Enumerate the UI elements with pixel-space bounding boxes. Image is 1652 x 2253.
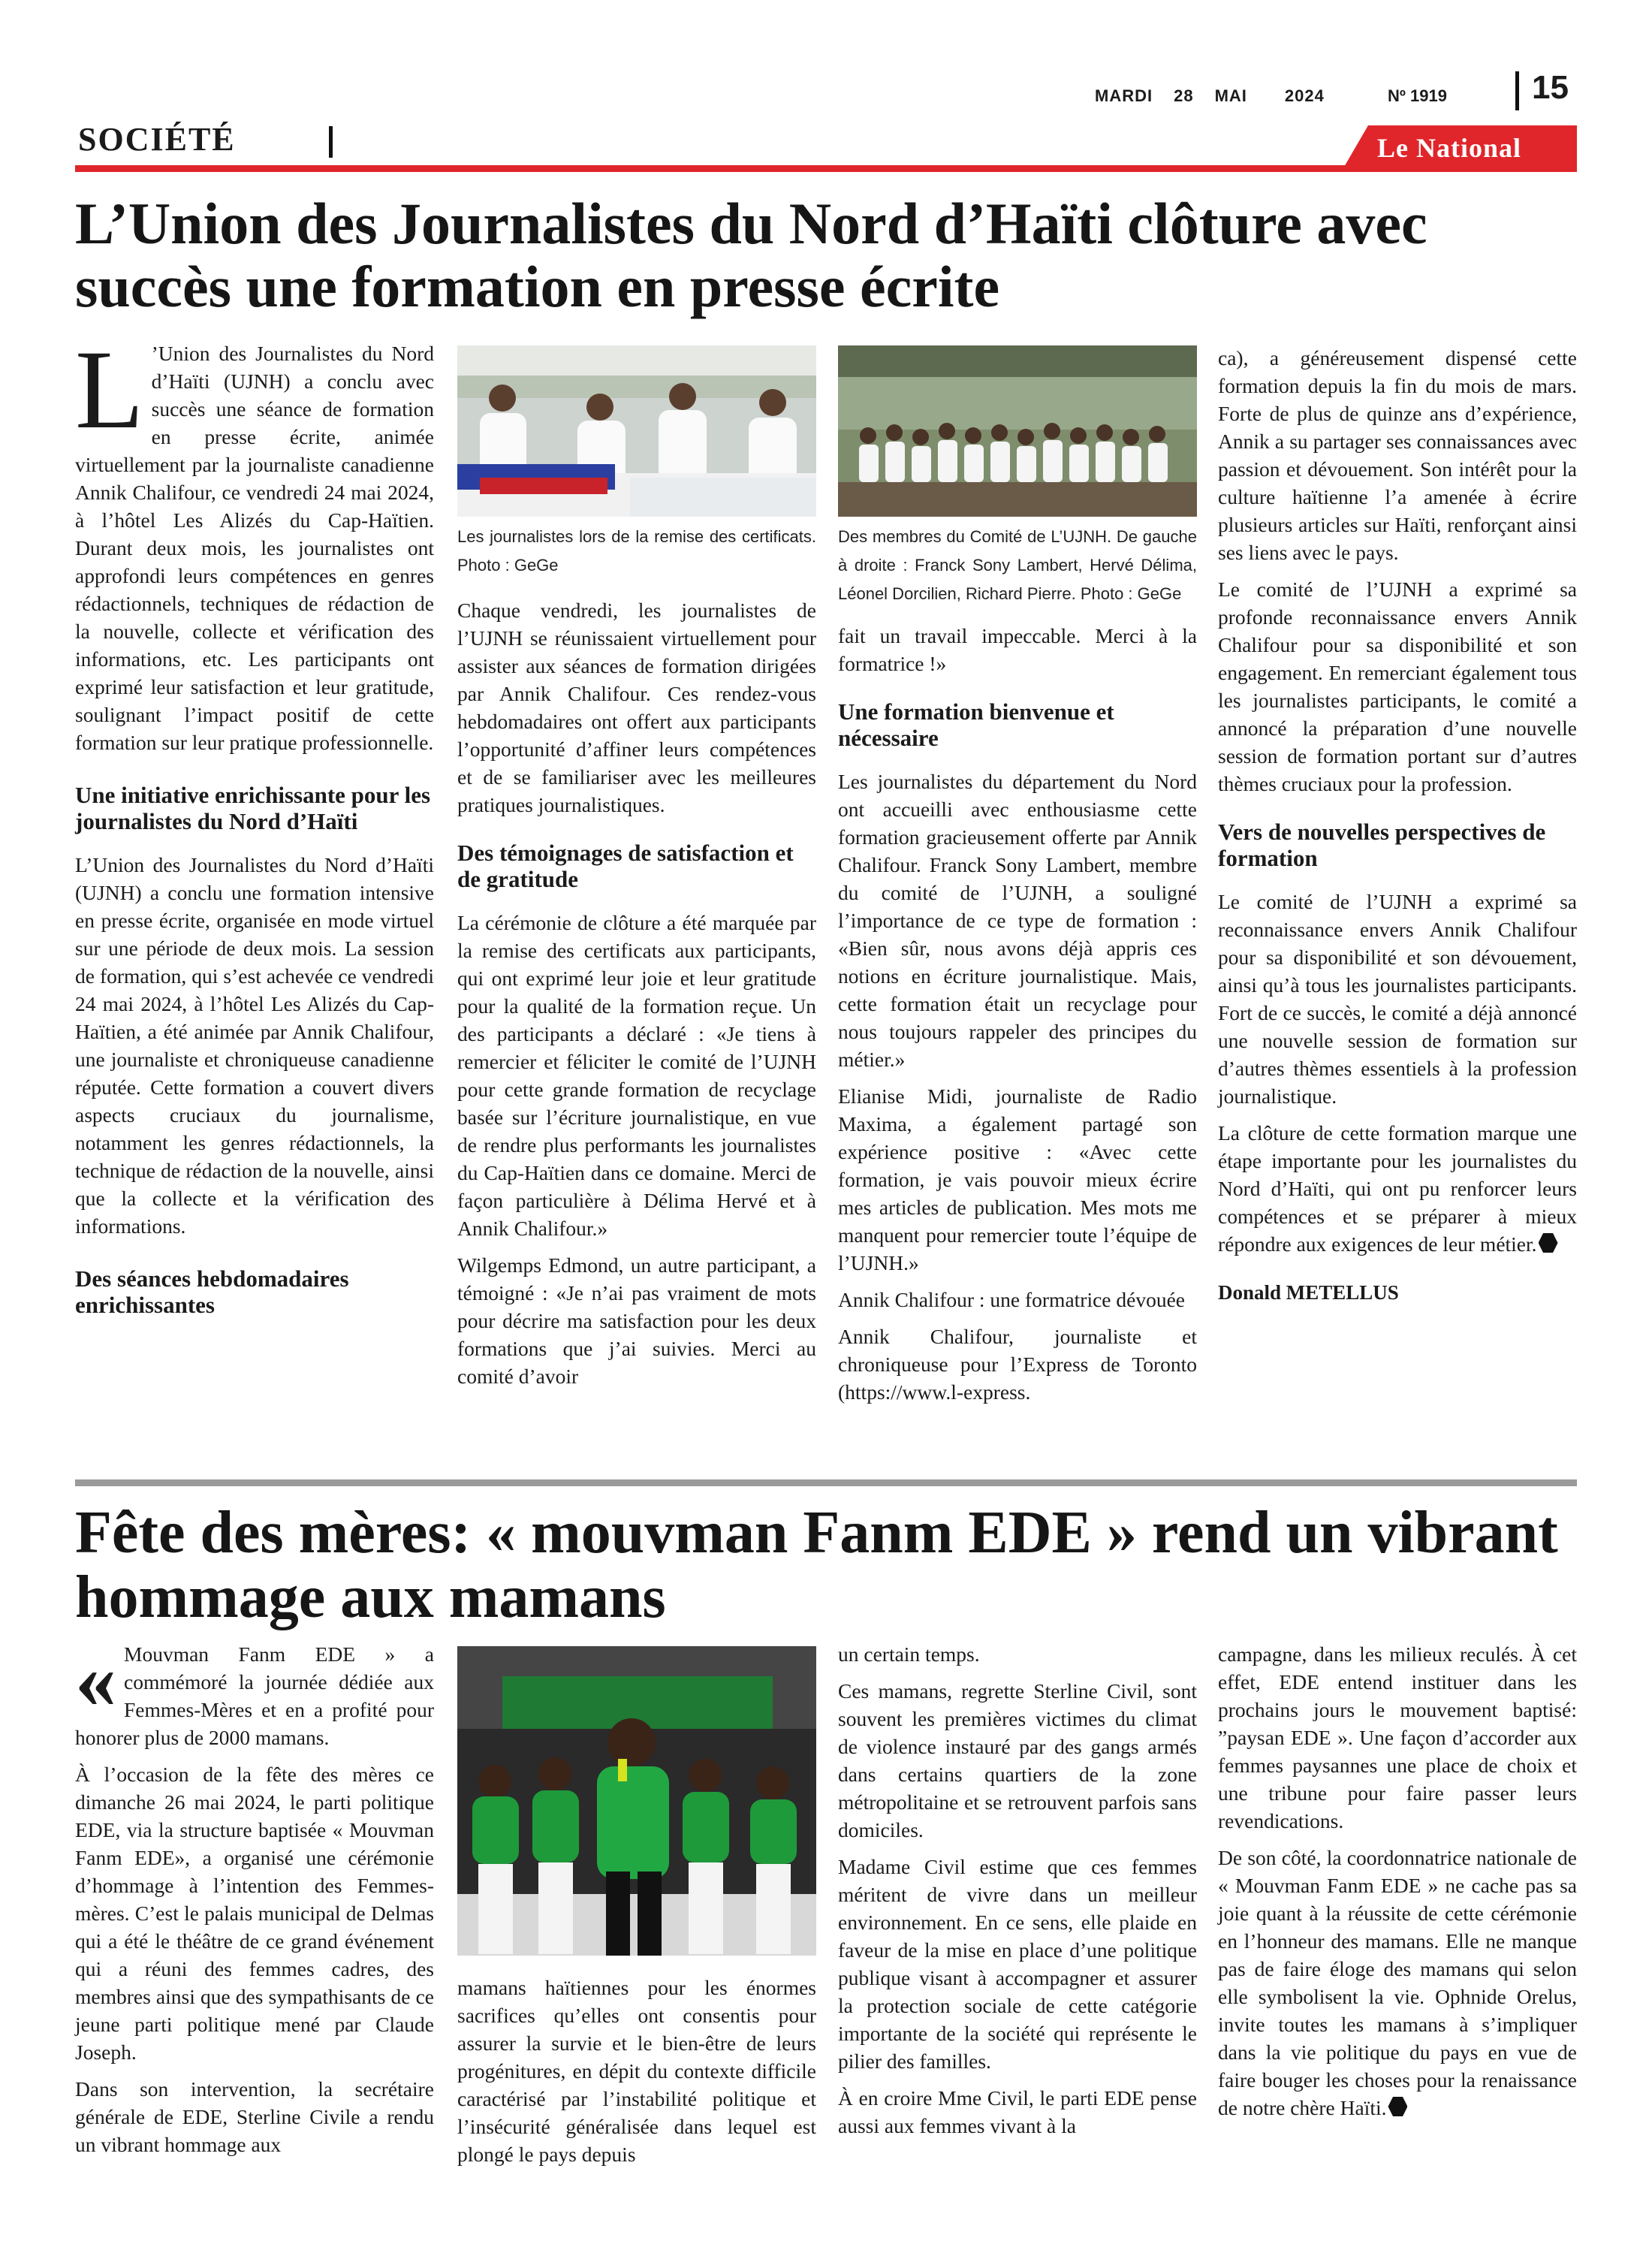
photo-women-ceremony-image: [457, 1646, 816, 1956]
article1-author: Donald METELLUS: [1218, 1281, 1399, 1304]
photo-caption-2: Des membres du Comité de L’UJNH. De gauche à droite : Franck Sony Lambert, Hervé Délima, Léonel Dorcilien, Richard Pierre. Photo : GeGe: [838, 527, 1197, 603]
page-number: 15: [1532, 69, 1569, 106]
drop-cap: L: [75, 327, 144, 452]
paragraph: De son côté, la coordonnatrice nationale de « Mouvman Fanm EDE » ne cache pas sa joie quant à la réussite de cette cérémonie en l’honneur des mamans. Elle ne manque pas de faire éloge des mamans qui selon elle symbolisent la vie. Ophnide Orelus, invite toutes les mamans à s’impliquer dans la vie politique du pays en vue de faire bouger les choses pour la renaissance de notre chère Haïti.: [1218, 1846, 1577, 2119]
paragraph: À l’occasion de la fête des mères ce dimanche 26 mai 2024, le parti politique EDE, via la structure baptisée « Mouvman Fanm EDE», a organisé une cérémonie d’hommage à l’intention des Femmes-mères. C’est le palais municipal de Delmas qui a été le théâtre de ce grand événement qui a réuni des femmes cadres, des membres ainsi que des sympathisants de ce jeune parti politique mené par Claude Joseph.: [75, 1763, 434, 2064]
paragraph: fait un travail impeccable. Merci à la formatrice !»: [838, 624, 1197, 675]
paragraph: ca), a généreusement dispensé cette formation depuis la fin du mois de mars. Forte de plus de quinze ans d’expérience, Annik a su partager ses connaissances avec passion et dévouement. Son intérêt pour la culture haïtienne l’a amenée à écrire plusieurs articles sur Haïti, renforçant ainsi ses liens avec le pays.: [1218, 346, 1577, 564]
subhead-perspectives: Vers de nouvelles perspectives de formation: [1218, 819, 1546, 871]
subhead-seances: Des séances hebdomadaires enrichissantes: [75, 1265, 349, 1318]
paragraph: Wilgemps Edmond, un autre participant, a témoigné : «Je n’ai pas vraiment de mots pour décrire ma satisfaction pour les deux formations que j’ai suivies. Merci au comité d’avoir: [457, 1253, 816, 1388]
article2-headline: Fête des mères: « mouvman Fanm EDE » rend un vibrant hommage aux mamans: [75, 1500, 1558, 1630]
paragraph: Le comité de l’UJNH a exprimé sa reconnaissance envers Annik Chalifour pour sa disponibilité et son dévouement, ainsi qu’à tous les journalistes participants. Fort de ce succès, le comité a déjà annoncé une nouvelle session de formation sur d’autres thèmes essentiels à la profession journalistique.: [1218, 890, 1577, 1108]
paragraph: campagne, dans les milieux reculés. À cet effet, EDE entend instituer dans les prochains jours le mouvement baptisé: ”paysan EDE ». Une façon d’accorder aux femmes paysannes une place de choix et une tribune pour faire passer leurs revendications.: [1218, 1642, 1577, 1832]
paragraph: Dans son intervention, la secrétaire générale de EDE, Sterline Civile a rendu un vibrant hommage aux: [75, 2077, 434, 2156]
article2-column-4: [1218, 1640, 1577, 2131]
article1-column-3: [838, 345, 1197, 1406]
end-of-article-icon: [1539, 1233, 1558, 1253]
paragraph: Chaque vendredi, les journalistes de l’UJNH se réunissaient virtuellement pour assister aux séances de formation dirigées par Annik Chalifour. Ces rendez-vous hebdomadaires ont offert aux participants l’opportunité d’affiner leurs compétences et de se familiariser avec les meilleures pratiques journalistiques.: [457, 599, 816, 816]
photo-committee-image: [838, 345, 1197, 517]
paragraph: un certain temps.: [838, 1642, 980, 1666]
photo-caption-1: Les journalistes lors de la remise des certificats. Photo : GeGe: [457, 527, 816, 575]
paragraph: Les journalistes du département du Nord ont accueilli avec enthousiasme cette formation gracieusement offerte par Annik Chalifour. Franck Sony Lambert, membre du comité de l’UJNH, a souligné l’importance de ce type de formation : «Bien sûr, nous avons déjà appris ces notions en écriture journalistique. Mais, cette formation était un recyclage pour nous toujours rappeler des principes du métier.»: [838, 770, 1197, 1071]
issue-date: MARDI 28 MAI 2024: [1095, 86, 1325, 105]
article1-column-1: [75, 327, 434, 1335]
photo-journalists-image: [457, 345, 816, 517]
article1-headline: L’Union des Journalistes du Nord d’Haïti clôture avec succès une formation en presse écrite: [75, 191, 1427, 319]
issue-number: Nº 1919: [1388, 86, 1447, 105]
paragraph: La cérémonie de clôture a été marquée par la remise des certificats aux participants, qui ont exprimé leur joie et leur gratitude pour la qualité de la formation reçue. Un des participants a déclaré : «Je tiens à remercier et féliciter le comité de l’UJNH pour cette grande formation de recyclage basée sur l’écriture journalistique, en vue de rendre plus performants les journalistes du Cap-Haïtien dans ce domaine. Merci de façon particulière à Délima Hervé et à Annik Chalifour.»: [457, 911, 816, 1240]
paper-name: Le National: [1377, 133, 1522, 163]
paragraph: Annik Chalifour, journaliste et chroniqueuse pour l’Express de Toronto (https://www.l-express.: [838, 1325, 1197, 1404]
article1-column-4: [1218, 344, 1577, 1307]
subhead-bienvenue: Une formation bienvenue et nécessaire: [838, 698, 1114, 751]
paragraph: mamans haïtiennes pour les énormes sacrifices qu’elles ont consentis pour assurer la survie et le bien-être de leurs progénitures, en dépit du contexte difficile caractérisé par l’instabilité politique et l’insécurité généralisée dans lequel est plongé le pays depuis: [457, 1976, 816, 2166]
photo-ujnh-committee: [838, 345, 1197, 517]
photo-mouvman-fanm-ede: [457, 1646, 816, 1956]
page-number-divider: [1515, 71, 1519, 110]
paragraph: Annik Chalifour : une formatrice dévouée: [838, 1288, 1185, 1311]
article1-column-2: [457, 345, 816, 1390]
paragraph: L’Union des Journalistes du Nord d’Haïti (UJNH) a conclu une formation intensive en presse écrite, organisée en mode virtuel sur une période de deux mois. La session de formation, qui s’est achevée ce vendredi 24 mai 2024, à l’hôtel Les Alizés du Cap-Haïtien, a été animée par Annik Chalifour, une journaliste et chroniqueuse canadienne réputée. Cette formation a couvert divers aspects cruciaux du journalisme, notamment les genres rédactionnels, la technique de rédaction de la nouvelle, ainsi que la collecte et la vérification des informations.: [75, 853, 434, 1238]
opening-quote-mark: «: [75, 1633, 116, 1725]
article2-column-2: [457, 1646, 816, 2168]
end-of-article-icon: [1388, 2097, 1407, 2116]
article1-lead: L ’Union des Journalistes du Nord d’Haïti (UJNH) a conclu avec succès une séance de formation en presse écrite, animée virtuellement par la journaliste canadienne Annik Chalifour, ce vendredi 24 mai 2024, à l’hôtel Les Alizés du Cap-Haïtien. Durant deux mois, les journalistes ont approfondi leurs compétences en genres rédactionnels, techniques de rédaction de la nouvelle, collecte et vérification des informations, etc. Les participants ont exprimé leur satisfaction et leur gratitude, soulignant l’impact positif de cette formation sur leur pratique professionnelle.: [75, 327, 434, 754]
article-divider: [75, 1479, 1577, 1486]
paragraph: La clôture de cette formation marque une étape importante pour les journalistes du Nord d’Haïti, qui ont pu renforcer leurs compétences et se préparer à mieux répondre aux exigences de leur métier.: [1218, 1121, 1577, 1256]
paragraph: Elianise Midi, journaliste de Radio Maxima, a également partagé son expérience positive : «Avec cette formation, je vais pouvoir mieux écrire mes articles de publication. Mes mots me manquent pour remercier toute l’équipe de l’UJNH.»: [838, 1084, 1197, 1274]
article2-column-1: [75, 1633, 434, 2158]
article2-column-3: [838, 1640, 1197, 2140]
paragraph: Ces mamans, regrette Sterline Civil, sont souvent les premières victimes du climat de violence instauré par des gangs armés dans certains quartiers de la zone métropolitaine et se retrouvent parfois sans domiciles.: [838, 1679, 1197, 1841]
article2-lead: « Mouvman Fanm EDE » a commémoré la journée dédiée aux Femmes-Mères et en a profité pour honorer plus de 2000 mamans.: [75, 1633, 434, 1749]
paragraph: Le comité de l’UJNH a exprimé sa profonde reconnaissance envers Annik Chalifour pour sa disponibilité et son engagement. En remerciant également tous les journalistes participants, le comité a annoncé la préparation d’une nouvelle session de formation portant sur d’autres thèmes cruciaux pour la profession.: [1218, 578, 1577, 795]
photo-journalists-certificates: [457, 345, 816, 517]
subhead-initiative: Une initiative enrichissante pour les journalistes du Nord d’Haïti: [75, 782, 431, 834]
section-label: SOCIÉTÉ: [78, 121, 236, 158]
subhead-temoignages: Des témoignages de satisfaction et de gratitude: [457, 840, 794, 892]
paragraph: À en croire Mme Civil, le parti EDE pense aussi aux femmes vivant à la: [838, 2086, 1197, 2137]
section-divider: [329, 126, 333, 158]
paragraph: Madame Civil estime que ces femmes méritent de vivre dans un meilleur environnement. En ce sens, elle plaide en faveur de la mise en place d’une politique publique visant à accompagner et assurer la protection sociale de cette catégorie importante de la société qui représente le pilier des familles.: [838, 1855, 1197, 2073]
